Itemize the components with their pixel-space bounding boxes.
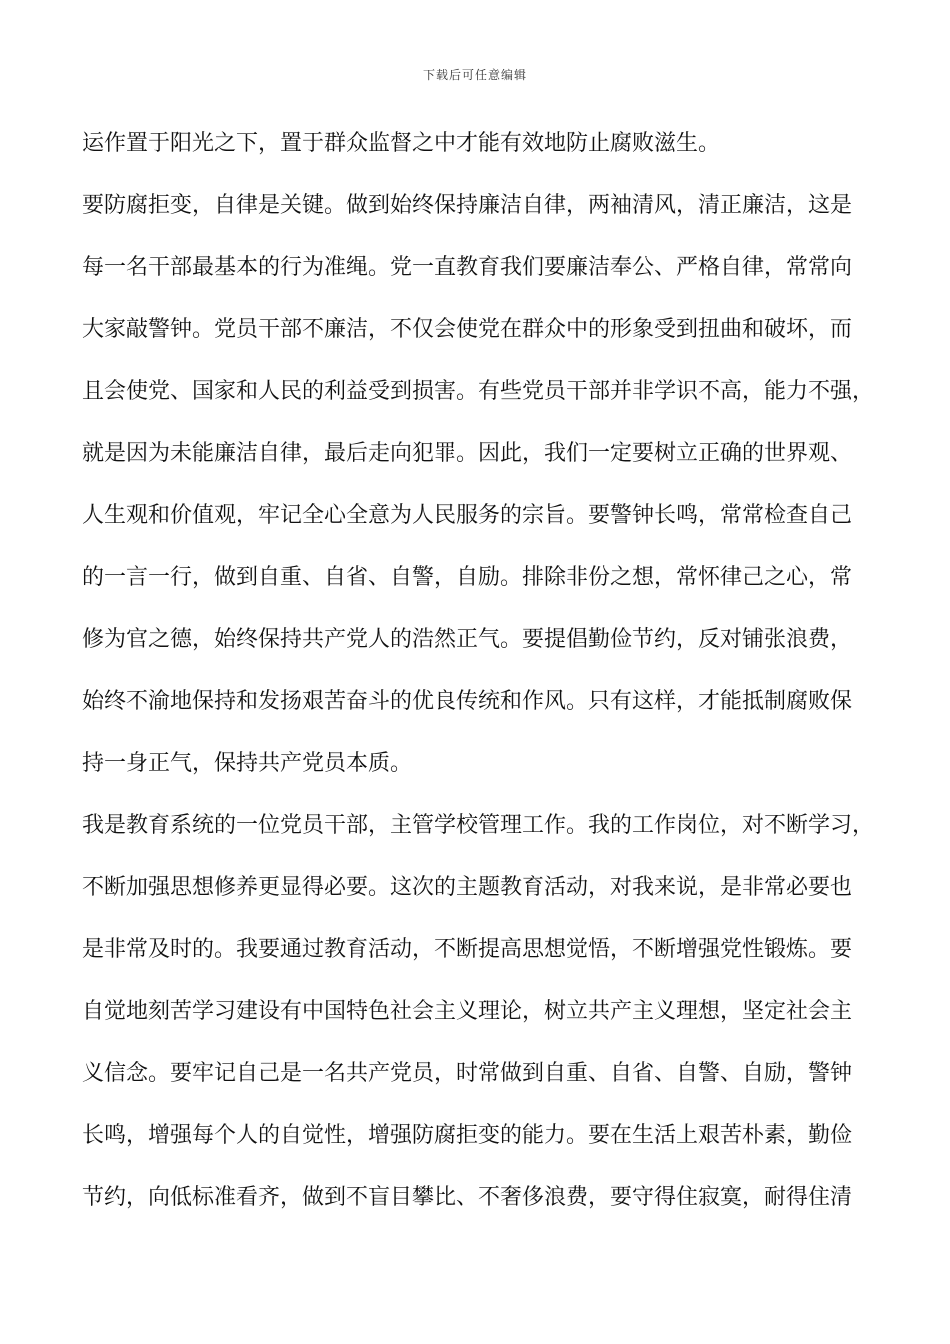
text-line: 自觉地刻苦学习建设有中国特色社会主义理论，树立共产主义理想，坚定社会主 (82, 999, 853, 1024)
text-line: 始终不渝地保持和发扬艰苦奋斗的优良传统和作风。只有这样，才能抵制腐败保 (82, 689, 853, 714)
text-line: 义信念。要牢记自己是一名共产党员，时常做到自重、自省、自警、自励，警钟 (82, 1061, 853, 1086)
text-line: 是非常及时的。我要通过教育活动，不断提高思想觉悟，不断增强党性锻炼。要 (82, 937, 853, 962)
text-line: 每一名干部最基本的行为准绳。党一直教育我们要廉洁奉公、严格自律，常常向 (82, 255, 853, 280)
text-line: 节约，向低标准看齐，做到不盲目攀比、不奢侈浪费，要守得住寂寞，耐得住清 (82, 1185, 853, 1210)
text-line: 就是因为未能廉洁自律，最后走向犯罪。因此，我们一定要树立正确的世界观、 (82, 441, 853, 466)
header-note: 下载后可任意编辑 (422, 68, 527, 82)
text-line: 持一身正气，保持共产党员本质。 (82, 751, 413, 776)
text-line: 大家敲警钟。党员干部不廉洁，不仅会使党在群众中的形象受到扭曲和破坏，而 (82, 317, 853, 342)
text-line: 运作置于阳光之下，置于群众监督之中才能有效地防止腐败滋生。 (82, 131, 721, 156)
text-line: 要防腐拒变，自律是关键。做到始终保持廉洁自律，两袖清风，清正廉洁，这是 (82, 193, 853, 218)
text-line: 人生观和价值观，牢记全心全意为人民服务的宗旨。要警钟长鸣，常常检查自己 (82, 503, 853, 528)
text-line: 且会使党、国家和人民的利益受到损害。有些党员干部并非学识不高，能力不强， (82, 379, 875, 404)
text-line: 的一言一行，做到自重、自省、自警，自励。排除非份之想，常怀律己之心，常 (82, 565, 853, 590)
document-body (82, 113, 882, 1229)
text-line: 我是教育系统的一位党员干部，主管学校管理工作。我的工作岗位，对不断学习， (82, 813, 875, 838)
text-line: 长鸣，增强每个人的自觉性，增强防腐拒变的能力。要在生活上艰苦朴素，勤俭 (82, 1123, 853, 1148)
text-line: 不断加强思想修养更显得必要。这次的主题教育活动，对我来说，是非常必要也 (82, 875, 853, 900)
text-line: 修为官之德，始终保持共产党人的浩然正气。要提倡勤俭节约，反对铺张浪费， (82, 627, 853, 652)
